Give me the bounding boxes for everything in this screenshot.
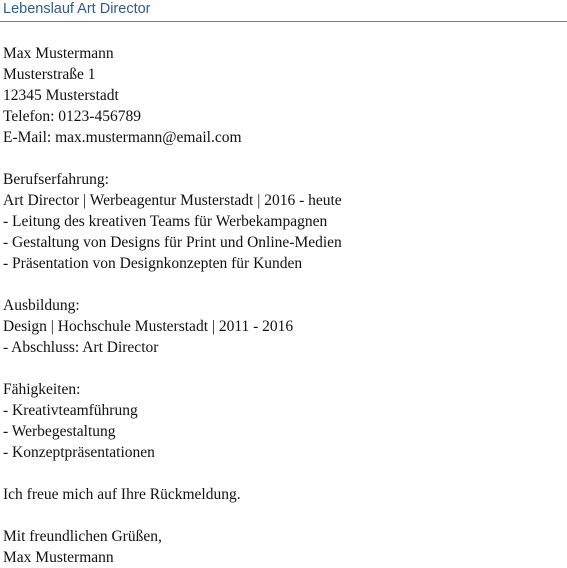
contact-name: Max Mustermann bbox=[3, 45, 114, 62]
experience-section bbox=[3, 169, 563, 274]
contact-street: Musterstraße 1 bbox=[3, 66, 96, 83]
spacer bbox=[3, 358, 563, 379]
closing-greeting: Mit freundlichen Grüßen, bbox=[3, 528, 162, 545]
contact-city: 12345 Musterstadt bbox=[3, 87, 119, 104]
list-item: - Kreativteamführung bbox=[3, 402, 138, 419]
title-underline bbox=[0, 21, 567, 22]
closing-note: Ich freue mich auf Ihre Rückmeldung. bbox=[3, 486, 241, 503]
education-entry: Design | Hochschule Musterstadt | 2011 - 2016 bbox=[3, 318, 294, 335]
contact-email: E-Mail: max.mustermann@email.com bbox=[3, 129, 242, 146]
list-item: - Gestaltung von Designs für Print und Online-Medien bbox=[3, 234, 342, 251]
spacer bbox=[3, 148, 563, 169]
closing-signature: Max Mustermann bbox=[3, 549, 114, 566]
resume-body bbox=[3, 43, 563, 568]
spacer bbox=[3, 274, 563, 295]
list-item: - Abschluss: Art Director bbox=[3, 339, 159, 356]
list-item: - Konzeptpräsentationen bbox=[3, 444, 155, 461]
education-heading: Ausbildung: bbox=[3, 297, 80, 314]
list-item: - Werbegestaltung bbox=[3, 423, 116, 440]
closing-section bbox=[3, 484, 563, 568]
skills-heading: Fähigkeiten: bbox=[3, 381, 81, 398]
list-item: - Präsentation von Designkonzepten für Kunden bbox=[3, 255, 303, 272]
experience-position: Art Director | Werbeagentur Musterstadt | 2016 - heute bbox=[3, 192, 342, 209]
education-section bbox=[3, 295, 563, 358]
spacer bbox=[3, 505, 563, 526]
spacer bbox=[3, 463, 563, 484]
experience-heading: Berufserfahrung: bbox=[3, 171, 109, 188]
skills-section bbox=[3, 379, 563, 463]
contact-phone: Telefon: 0123-456789 bbox=[3, 108, 141, 125]
document-title: Lebenslauf Art Director bbox=[3, 1, 151, 17]
contact-block bbox=[3, 43, 563, 148]
list-item: - Leitung des kreativen Teams für Werbekampagnen bbox=[3, 213, 328, 230]
